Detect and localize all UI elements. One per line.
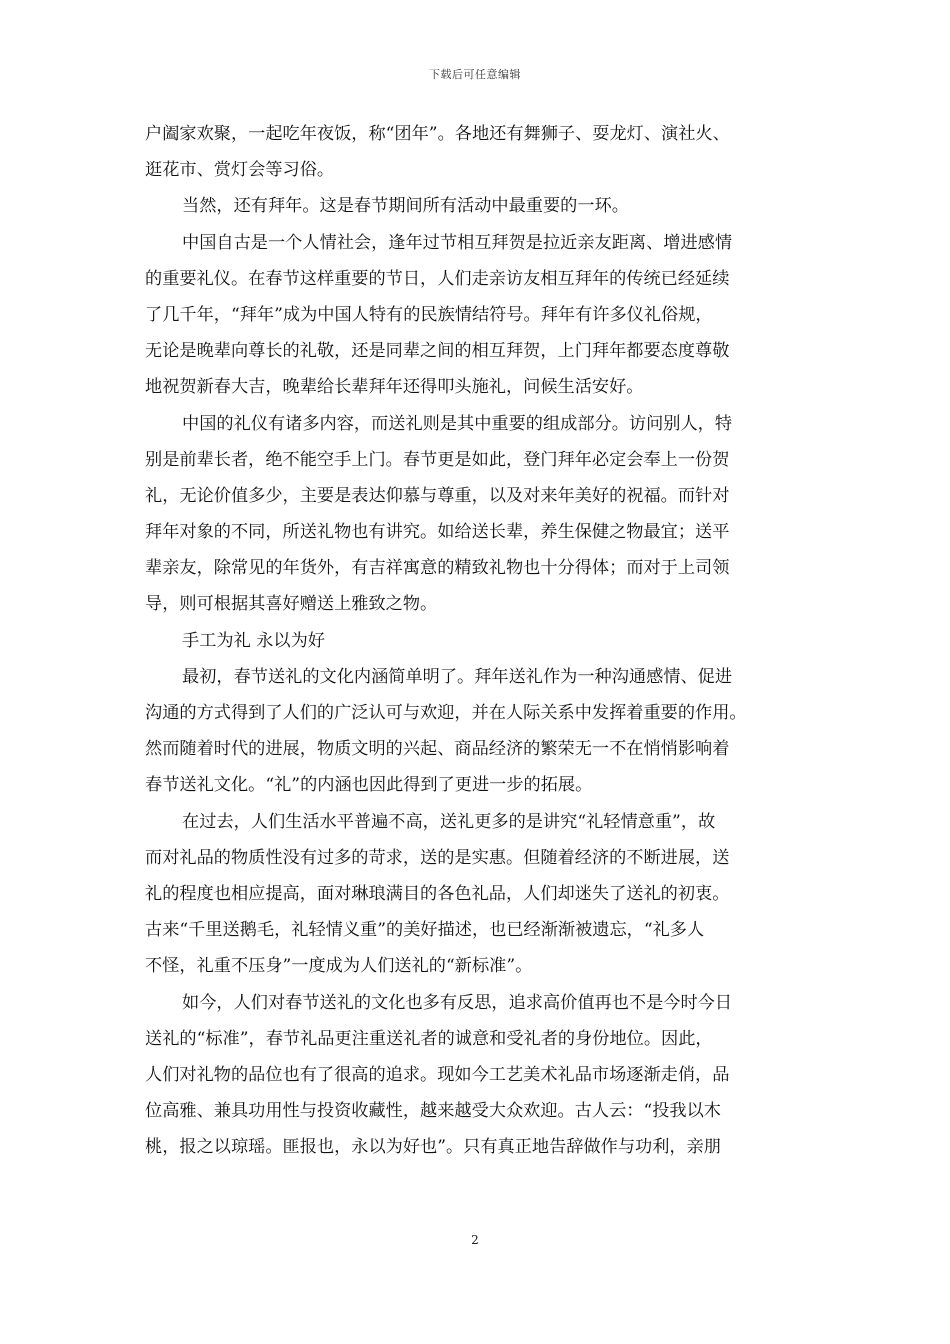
- paragraph-start: 中国自古是一个人情社会，逢年过节相互拜贺是拉近亲友距离、增进感情: [182, 232, 733, 253]
- text-line: 导，则可根据其喜好赠送上雅致之物。: [145, 594, 438, 615]
- text-line: 辈亲友，除常见的年货外，有吉祥寓意的精致礼物也十分得体；而对于上司领: [145, 558, 730, 579]
- text-line: 人们对礼物的品位也有了很高的追求。现如今工艺美术礼品市场逐渐走俏，品: [145, 1064, 730, 1085]
- text-line: 春节送礼文化。“礼”的内涵也因此得到了更进一步的拓展。: [145, 775, 593, 796]
- text-line: 礼，无论价值多少，主要是表达仰慕与尊重，以及对来年美好的祝福。而针对: [145, 485, 730, 506]
- paragraph-start: 最初，春节送礼的文化内涵简单明了。拜年送礼作为一种沟通感情、促进: [182, 666, 733, 687]
- text-line: 了几千年，“拜年”成为中国人特有的民族情结符号。拜年有许多仪礼俗规，: [145, 304, 713, 325]
- text-line: 而对礼品的物质性没有过多的苛求，送的是实惠。但随着经济的不断进展，送: [145, 847, 730, 868]
- text-line: 送礼的“标准”，春节礼品更注重送礼者的诚意和受礼者的身份地位。因此，: [145, 1028, 713, 1049]
- text-line: 古来“千里送鹅毛，礼轻情义重”的美好描述，也已经渐渐被遗忘，“礼多人: [145, 920, 705, 941]
- text-line: 逛花市、赏灯会等习俗。: [145, 160, 335, 181]
- text-line: 的重要礼仪。在春节这样重要的节日，人们走亲访友相互拜年的传统已经延续: [145, 268, 730, 289]
- text-line: 无论是晚辈向尊长的礼敬，还是同辈之间的相互拜贺，上门拜年都要态度尊敬: [145, 341, 730, 362]
- text-line: 位高雅、兼具功用性与投资收藏性，越来越受大众欢迎。古人云：“投我以木: [145, 1101, 721, 1122]
- text-line: 地祝贺新春大吉，晚辈给长辈拜年还得叩头施礼，问候生活安好。: [145, 377, 644, 398]
- text-line: 礼的程度也相应提高，面对琳琅满目的各色礼品，人们却迷失了送礼的初衷。: [145, 883, 730, 904]
- text-line: 桃，报之以琼瑶。匪报也，永以为好也”。只有真正地告辞做作与功利，亲朋: [145, 1137, 721, 1158]
- text-line: 别是前辈长者，绝不能空手上门。春节更是如此，登门拜年必定会奉上一份贺: [145, 449, 730, 470]
- paragraph-start: 当然，还有拜年。这是春节期间所有活动中最重要的一环。: [182, 196, 629, 217]
- paragraph-start: 中国的礼仪有诸多内容，而送礼则是其中重要的组成部分。访问别人，特: [182, 413, 733, 434]
- section-heading: 手工为礼 永以为好: [182, 630, 325, 651]
- text-line: 不怪，礼重不压身”一度成为人们送礼的“新标准”。: [145, 956, 533, 977]
- text-line: 然而随着时代的进展，物质文明的兴起、商品经济的繁荣无一不在悄悄影响着: [145, 739, 730, 760]
- paragraph-start: 在过去，人们生活水平普遍不高，送礼更多的是讲究“礼轻情意重”，故: [182, 811, 716, 832]
- paragraph-start: 如今，人们对春节送礼的文化也多有反思，追求高价值再也不是今时今日: [182, 992, 733, 1013]
- page-number: 2: [471, 1233, 479, 1247]
- page-header: 下载后可任意编辑: [429, 68, 521, 81]
- text-line: 拜年对象的不同，所送礼物也有讲究。如给送长辈，养生保健之物最宜；送平: [145, 522, 730, 543]
- document-body: [145, 116, 813, 1165]
- text-line: 户阖家欢聚，一起吃年夜饭，称“团年”。各地还有舞狮子、耍龙灯、演社火、: [145, 124, 730, 144]
- text-line: 沟通的方式得到了人们的广泛认可与欢迎，并在人际关系中发挥着重要的作用。: [145, 703, 747, 723]
